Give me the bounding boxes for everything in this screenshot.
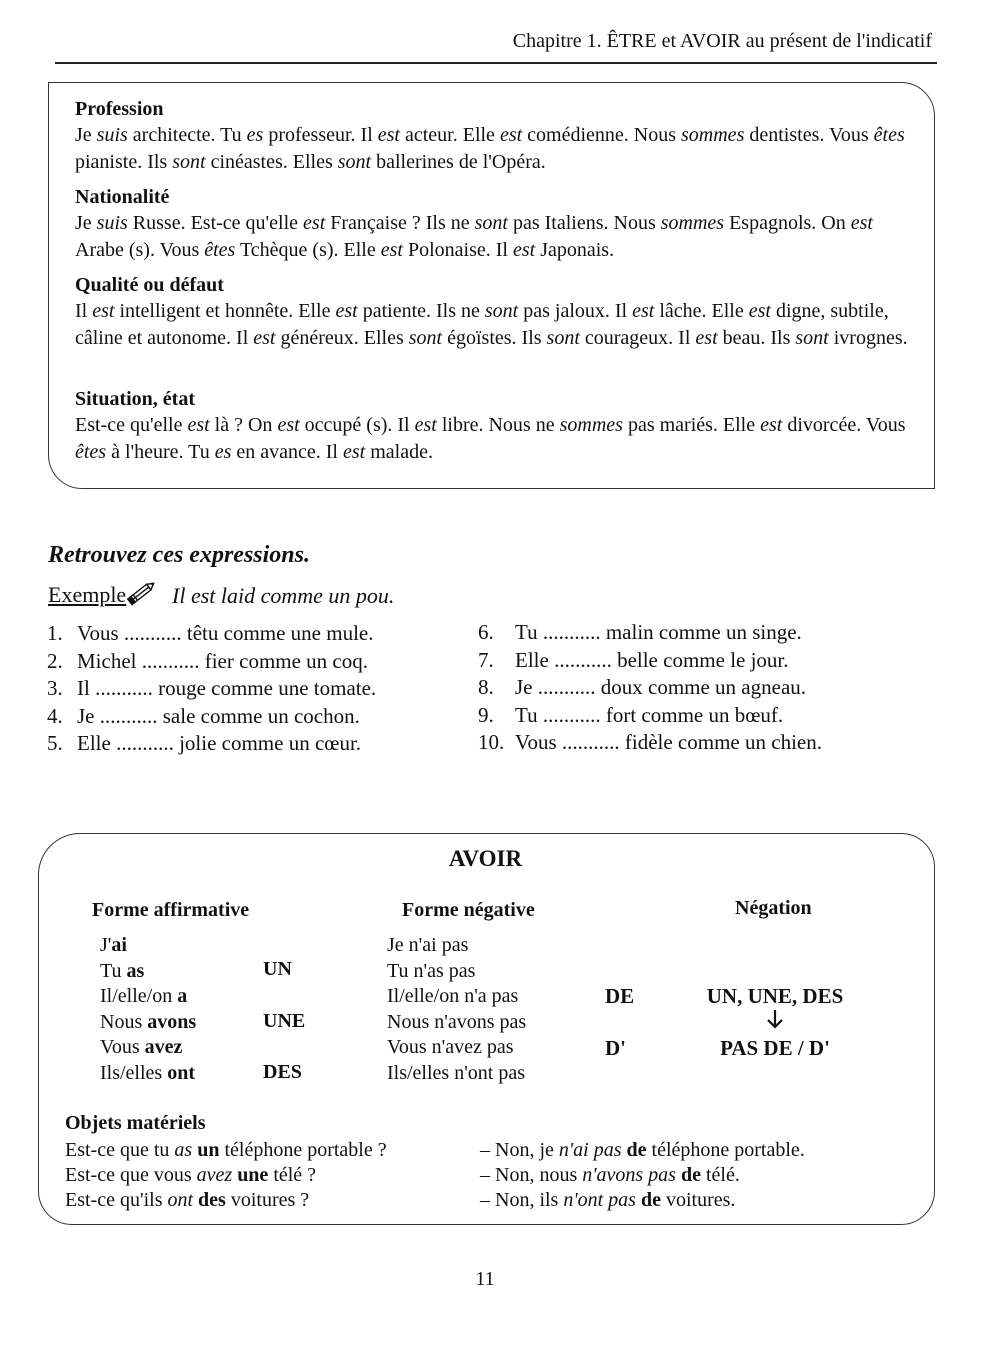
list-item: 9. Tu ........... fort comme un bœuf. — [478, 702, 784, 727]
verb-form: est — [380, 239, 403, 261]
verb-form: est — [303, 212, 326, 234]
article-un: UN — [263, 958, 292, 980]
verb-form: est — [414, 414, 437, 436]
article-une: UNE — [263, 1010, 306, 1032]
page-number: 11 — [475, 1268, 495, 1290]
section-text: Je suis Russe. Est-ce qu'elle est Française ? Ils ne sont pas Italiens. Nous sommes Espagnols. On est Arabe (s). Vous êtes Tchèque (s). Elle est Polonaise. Il est Japonais. — [75, 212, 873, 261]
qa-line: Est-ce que vous avez une télé ? — [65, 1164, 317, 1186]
affirmative-conjugation — [100, 933, 196, 1087]
example-label: Exemple — [48, 582, 127, 607]
conjugation-row: J'ai — [100, 934, 127, 956]
objects-title: Objets matériels — [65, 1112, 206, 1134]
section-situation — [75, 388, 920, 466]
verb-form: est — [342, 441, 366, 463]
list-item: 5. Elle ........... jolie comme un cœur. — [47, 731, 362, 755]
section-text: Est-ce qu'elle est là ? On est occupé (s). Il est libre. Nous ne sommes pas mariés. Elle est divorcée. Vous êtes à l'heure. Tu es en avance. Il est malade. — [75, 414, 906, 463]
column-header-affirmative: Forme affirmative — [92, 899, 250, 921]
negation-from: UN, UNE, DES — [706, 984, 844, 1008]
list-item: 10. Vous ........... fidèle comme un chien. — [478, 730, 822, 754]
conjugation-row: Je n'ai pas — [387, 934, 469, 956]
verb-form: es — [246, 124, 264, 146]
conjugation-row: Nous n'avons pas — [387, 1010, 527, 1033]
qa-line: Est-ce que tu as un téléphone portable ? — [65, 1139, 387, 1161]
section-text: Je suis architecte. Tu es professeur. Il est acteur. Elle est comédienne. Nous sommes dentistes. Vous êtes pianiste. Ils sont cinéastes. Elles sont ballerines de l'Opéra. — [75, 124, 905, 173]
verb-form: est — [695, 327, 718, 349]
verb-form: sont — [474, 212, 508, 234]
qa-line: – Non, ils n'ont pas de voitures. — [480, 1189, 736, 1211]
verb-form: sommes — [681, 124, 745, 146]
conjugation-row: Ils/elles n'ont pas — [387, 1061, 526, 1084]
negative-article-de: DE — [605, 984, 635, 1008]
verb-form: sont — [172, 151, 206, 173]
verb-form: est — [632, 300, 655, 322]
verb-form: êtes — [75, 441, 107, 463]
list-item: 3. Il ........... rouge comme une tomate. — [47, 676, 377, 700]
example-sentence: Il est laid comme un pou. — [172, 583, 395, 608]
negative-article-d: D' — [605, 1036, 626, 1060]
column-header-negation: Négation — [735, 897, 812, 919]
section-title: Nationalité — [75, 186, 170, 208]
verb-form: est — [499, 124, 523, 146]
list-item: 1. Vous ........... têtu comme une mule. — [47, 621, 374, 645]
verb-form: est — [253, 327, 276, 349]
list-item: 2. Michel ........... fier comme un coq. — [47, 648, 369, 673]
list-item: 7. Elle ........... belle comme le jour. — [478, 647, 789, 672]
exercise-title: Retrouvez ces expressions. — [48, 542, 310, 568]
verb-form: sommes — [660, 212, 725, 234]
verb-form: est — [92, 300, 115, 322]
answers-list — [480, 1138, 805, 1213]
verb-form: est — [277, 414, 300, 436]
section-nationalite — [75, 186, 920, 264]
verb-form: est — [335, 300, 358, 322]
pencil-icon — [125, 580, 159, 606]
questions-list — [65, 1138, 387, 1213]
verb-form: suis — [96, 212, 128, 234]
section-profession — [75, 98, 920, 176]
verb-form: suis — [96, 124, 128, 146]
exercise-list-left — [47, 620, 467, 758]
verb-form: est — [512, 239, 536, 261]
verb-form: sont — [484, 300, 519, 322]
exercise-list-right — [478, 619, 898, 757]
section-qualite — [75, 274, 920, 352]
negation-to: PAS DE / D' — [720, 1036, 830, 1060]
verb-form: sont — [337, 151, 372, 173]
verb-form: es — [214, 441, 232, 463]
list-item: 6. Tu ........... malin comme un singe. — [478, 620, 802, 644]
section-title: Qualité ou défaut — [75, 274, 224, 296]
header-rule — [55, 62, 937, 64]
list-item: 8. Je ........... doux comme un agneau. — [478, 675, 807, 699]
negative-conjugation — [387, 933, 526, 1087]
verb-form: êtes — [873, 124, 905, 146]
qa-line: – Non, nous n'avons pas de télé. — [480, 1164, 740, 1186]
chapter-header: Chapitre 1. ÊTRE et AVOIR au présent de l'indicatif — [512, 30, 932, 52]
verb-form: est — [377, 124, 400, 146]
verb-form: est — [187, 414, 210, 436]
conjugation-row: Il/elle/on a — [100, 985, 188, 1008]
conjugation-row: Ils/elles ont — [100, 1061, 196, 1084]
qa-line: Est-ce qu'ils ont des voitures ? — [65, 1189, 310, 1211]
verb-form: est — [760, 414, 783, 436]
conjugation-row: Vous avez — [100, 1036, 183, 1059]
column-header-negative: Forme négative — [402, 899, 535, 921]
section-text: Il est intelligent et honnête. Elle est patiente. Ils ne sont pas jaloux. Il est lâche. Elle est digne, subtile, câline et autonome. Il est généreux. Elles sont égoïstes. Ils sont courageux. Il est beau. Ils sont ivrognes. — [75, 300, 908, 349]
section-title: Situation, état — [75, 388, 195, 410]
verb-form: est — [748, 300, 771, 322]
verb-form: sont — [546, 327, 580, 349]
verb-form: est — [850, 212, 873, 234]
avoir-title: AVOIR — [448, 846, 523, 871]
qa-line: – Non, je n'ai pas de téléphone portable. — [480, 1139, 805, 1161]
verb-form: sommes — [559, 414, 623, 436]
conjugation-row: Nous avons — [100, 1010, 197, 1033]
verb-form: sont — [408, 327, 443, 349]
conjugation-row: Il/elle/on n'a pas — [387, 985, 519, 1008]
conjugation-row: Tu as — [100, 959, 145, 982]
conjugation-row: Vous n'avez pas — [387, 1036, 514, 1059]
verb-form: sont — [795, 327, 829, 349]
verb-form: êtes — [204, 239, 236, 261]
article-des: DES — [263, 1061, 302, 1083]
list-item: 4. Je ........... sale comme un cochon. — [47, 703, 360, 728]
section-title: Profession — [75, 98, 164, 120]
arrow-down-icon — [764, 1008, 786, 1030]
conjugation-row: Tu n'as pas — [387, 959, 476, 982]
